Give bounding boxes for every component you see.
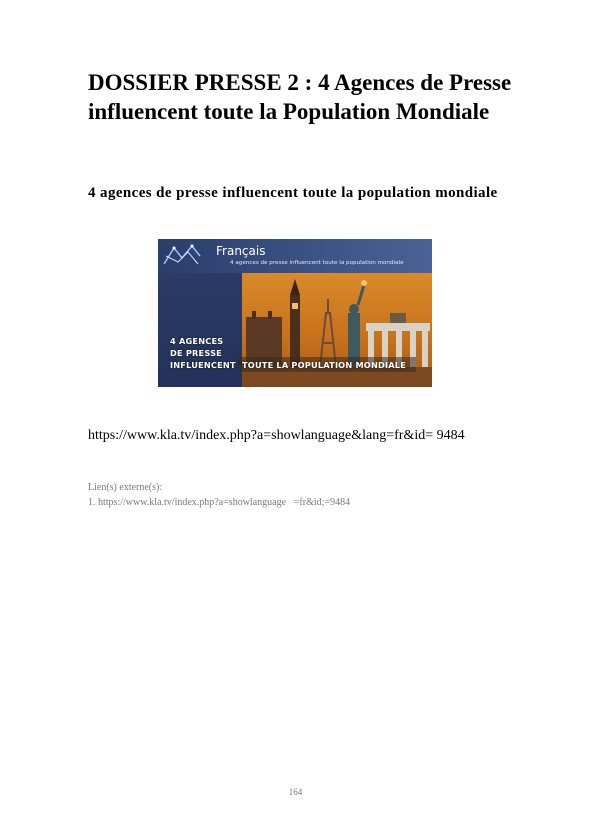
banner-header [158,239,432,273]
external-link-item[interactable]: 1. https://www.kla.tv/index.php?a=showlanguage =fr&id;=9484 [88,497,351,508]
article-banner-image [158,239,432,387]
source-url[interactable]: https://www.kla.tv/index.php?a=showlanguage&lang=fr&id= 9484 [88,428,465,443]
page-number: 164 [288,787,303,797]
banner-language-label: Français [216,244,266,258]
banner-headline-line: DE PRESSE [170,348,222,358]
page-subtitle: 4 agences de presse influencent toute la population mondiale [88,185,498,201]
banner-headline-line: TOUTE LA POPULATION MONDIALE [242,360,406,370]
page-title: DOSSIER PRESSE 2 : 4 Agences de Presse influencent toute la Population Mondiale [88,70,512,124]
banner-headline-line: INFLUENCENT [170,360,236,370]
banner-headline-line: 4 AGENCES [170,336,224,346]
banner-caption: 4 agences de presse influencent toute la population mondiale [230,260,404,266]
kla-logo-icon [162,242,202,270]
banner-main-visual [158,273,432,387]
external-links-label: Lien(s) externe(s): [88,482,163,493]
